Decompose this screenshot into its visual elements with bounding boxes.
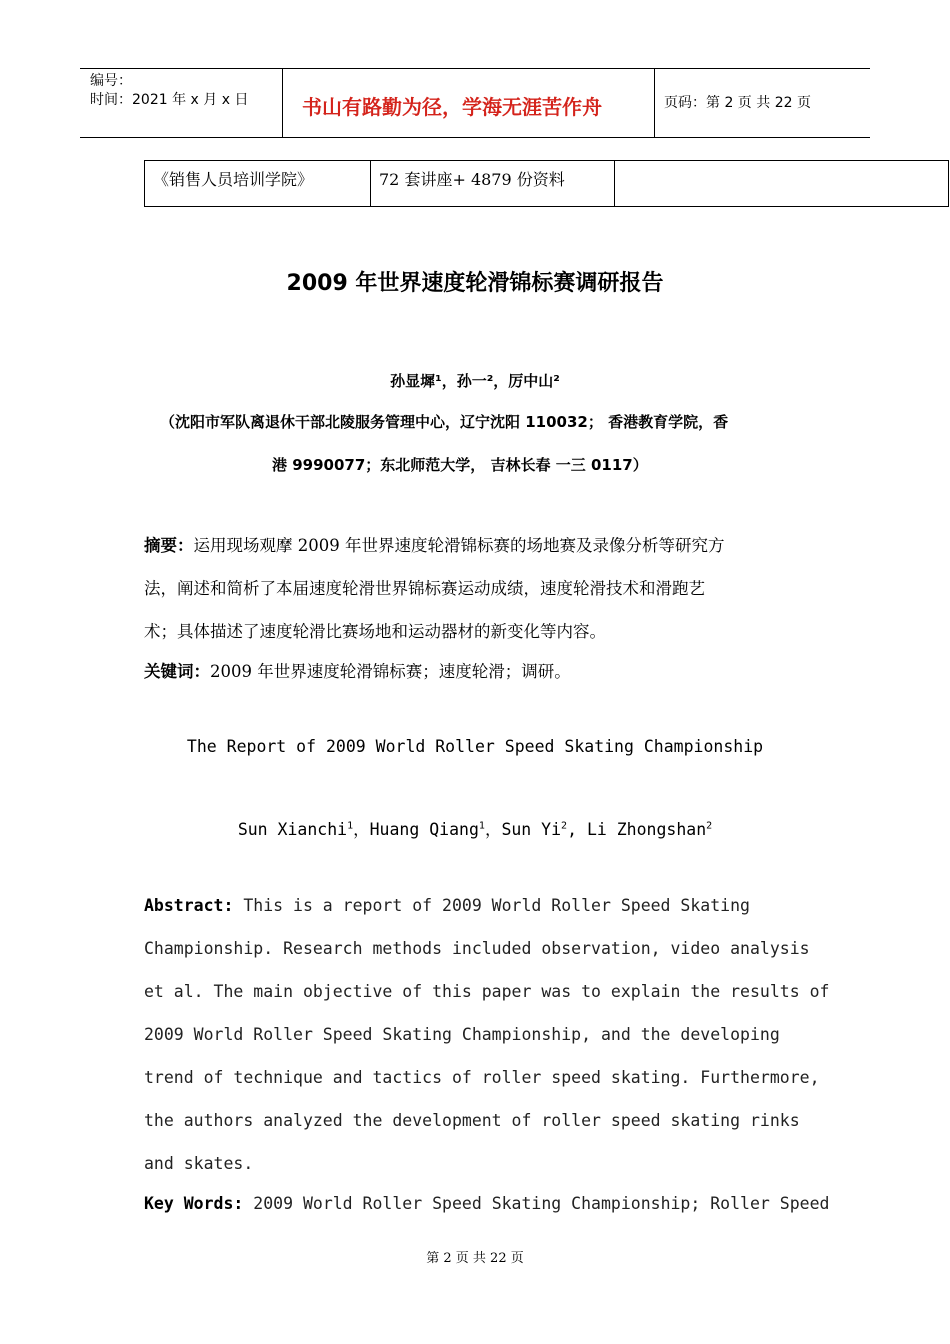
info-cell-2: 72 套讲座+ 4879 份资料 [371,161,615,206]
page-info: 页码：第 2 页 共 22 页 [664,95,811,111]
abstract-en-line-3: et al. The main objective of this paper was to explain the results of [144,982,830,1001]
author-en-3: ，Sun Yi [484,820,562,839]
author-en-4-sup: 2 [706,820,713,832]
abstract-en-label: Abstract: [144,896,234,915]
keywords-cn-label: 关键词： [144,662,210,681]
info-cell-1: 《销售人员培训学院》 [145,161,371,206]
info-table [144,160,949,207]
author-en-2-sup: 1 [478,820,485,832]
number-label: 编号： [90,73,132,89]
header-page-cell [655,69,870,137]
abstract-en-text-1: This is a report of 2009 World Roller Speed Skating [233,896,750,915]
date-label: 时间：2021 年 x 月 x 日 [90,92,249,108]
abstract-en-line-2: Championship. Research methods included observation, video analysis [144,939,810,958]
authors-en [0,816,950,840]
author-en-3-sup: 2 [561,820,568,832]
abstract-en-line-6: the authors analyzed the development of roller speed skating rinks [144,1111,800,1130]
abstract-en-line-7: and skates. [144,1154,254,1173]
keywords-en-label: Key Words: [144,1194,244,1213]
report-title: 2009 年世界速度轮滑锦标赛调研报告 [286,271,664,296]
abstract-cn-line-2: 法，阐述和简析了本届速度轮滑世界锦标赛运动成绩，速度轮滑技术和滑跑艺 [144,579,705,598]
abstract-en-line-4: 2009 World Roller Speed Skating Championship, and the developing [144,1025,780,1044]
abstract-en-line-1 [144,896,750,915]
abstract-cn-line-3: 术；具体描述了速度轮滑比赛场地和运动器材的新变化等内容。 [144,622,606,641]
affiliation-line-1: （沈阳市军队离退休干部北陵服务管理中心，辽宁沈阳 110032； 香港教育学院，香 [160,413,729,431]
author-en-2: ，Huang Qiang [353,820,479,839]
keywords-en [144,1194,829,1213]
authors-cn: 孙显墀¹，孙一²，厉中山² [390,372,560,390]
author-en-4: , Li Zhongshan [567,820,707,839]
affiliation-line-2: 港 9990077；东北师范大学， 吉林长春 一三 0117） [272,456,648,474]
abstract-cn-line-1 [144,532,724,556]
abstract-en-line-5: trend of technique and tactics of roller speed skating. Furthermore, [144,1068,820,1087]
page-header [80,68,870,138]
keywords-en-text: 2009 World Roller Speed Skating Championship; Roller Speed [243,1194,830,1213]
page-footer: 第 2 页 共 22 页 [426,1251,524,1266]
header-motto-cell [282,69,655,137]
info-cell-3 [615,161,948,206]
abstract-cn-label: 摘要： [144,536,194,555]
motto-text: 书山有路勤为径，学海无涯苦作舟 [302,95,602,119]
author-en-1: Sun Xianchi [237,820,348,839]
keywords-cn-text: 2009 年世界速度轮滑锦标赛；速度轮滑；调研。 [210,662,571,681]
abstract-cn-text-1: 运用现场观摩 2009 年世界速度轮滑锦标赛的场地赛及录像分析等研究方 [193,536,725,555]
keywords-cn [144,658,571,682]
header-meta-cell [80,69,283,137]
author-en-1-sup: 1 [347,820,354,832]
report-title-en: The Report of 2009 World Roller Speed Skating Championship [186,737,764,756]
